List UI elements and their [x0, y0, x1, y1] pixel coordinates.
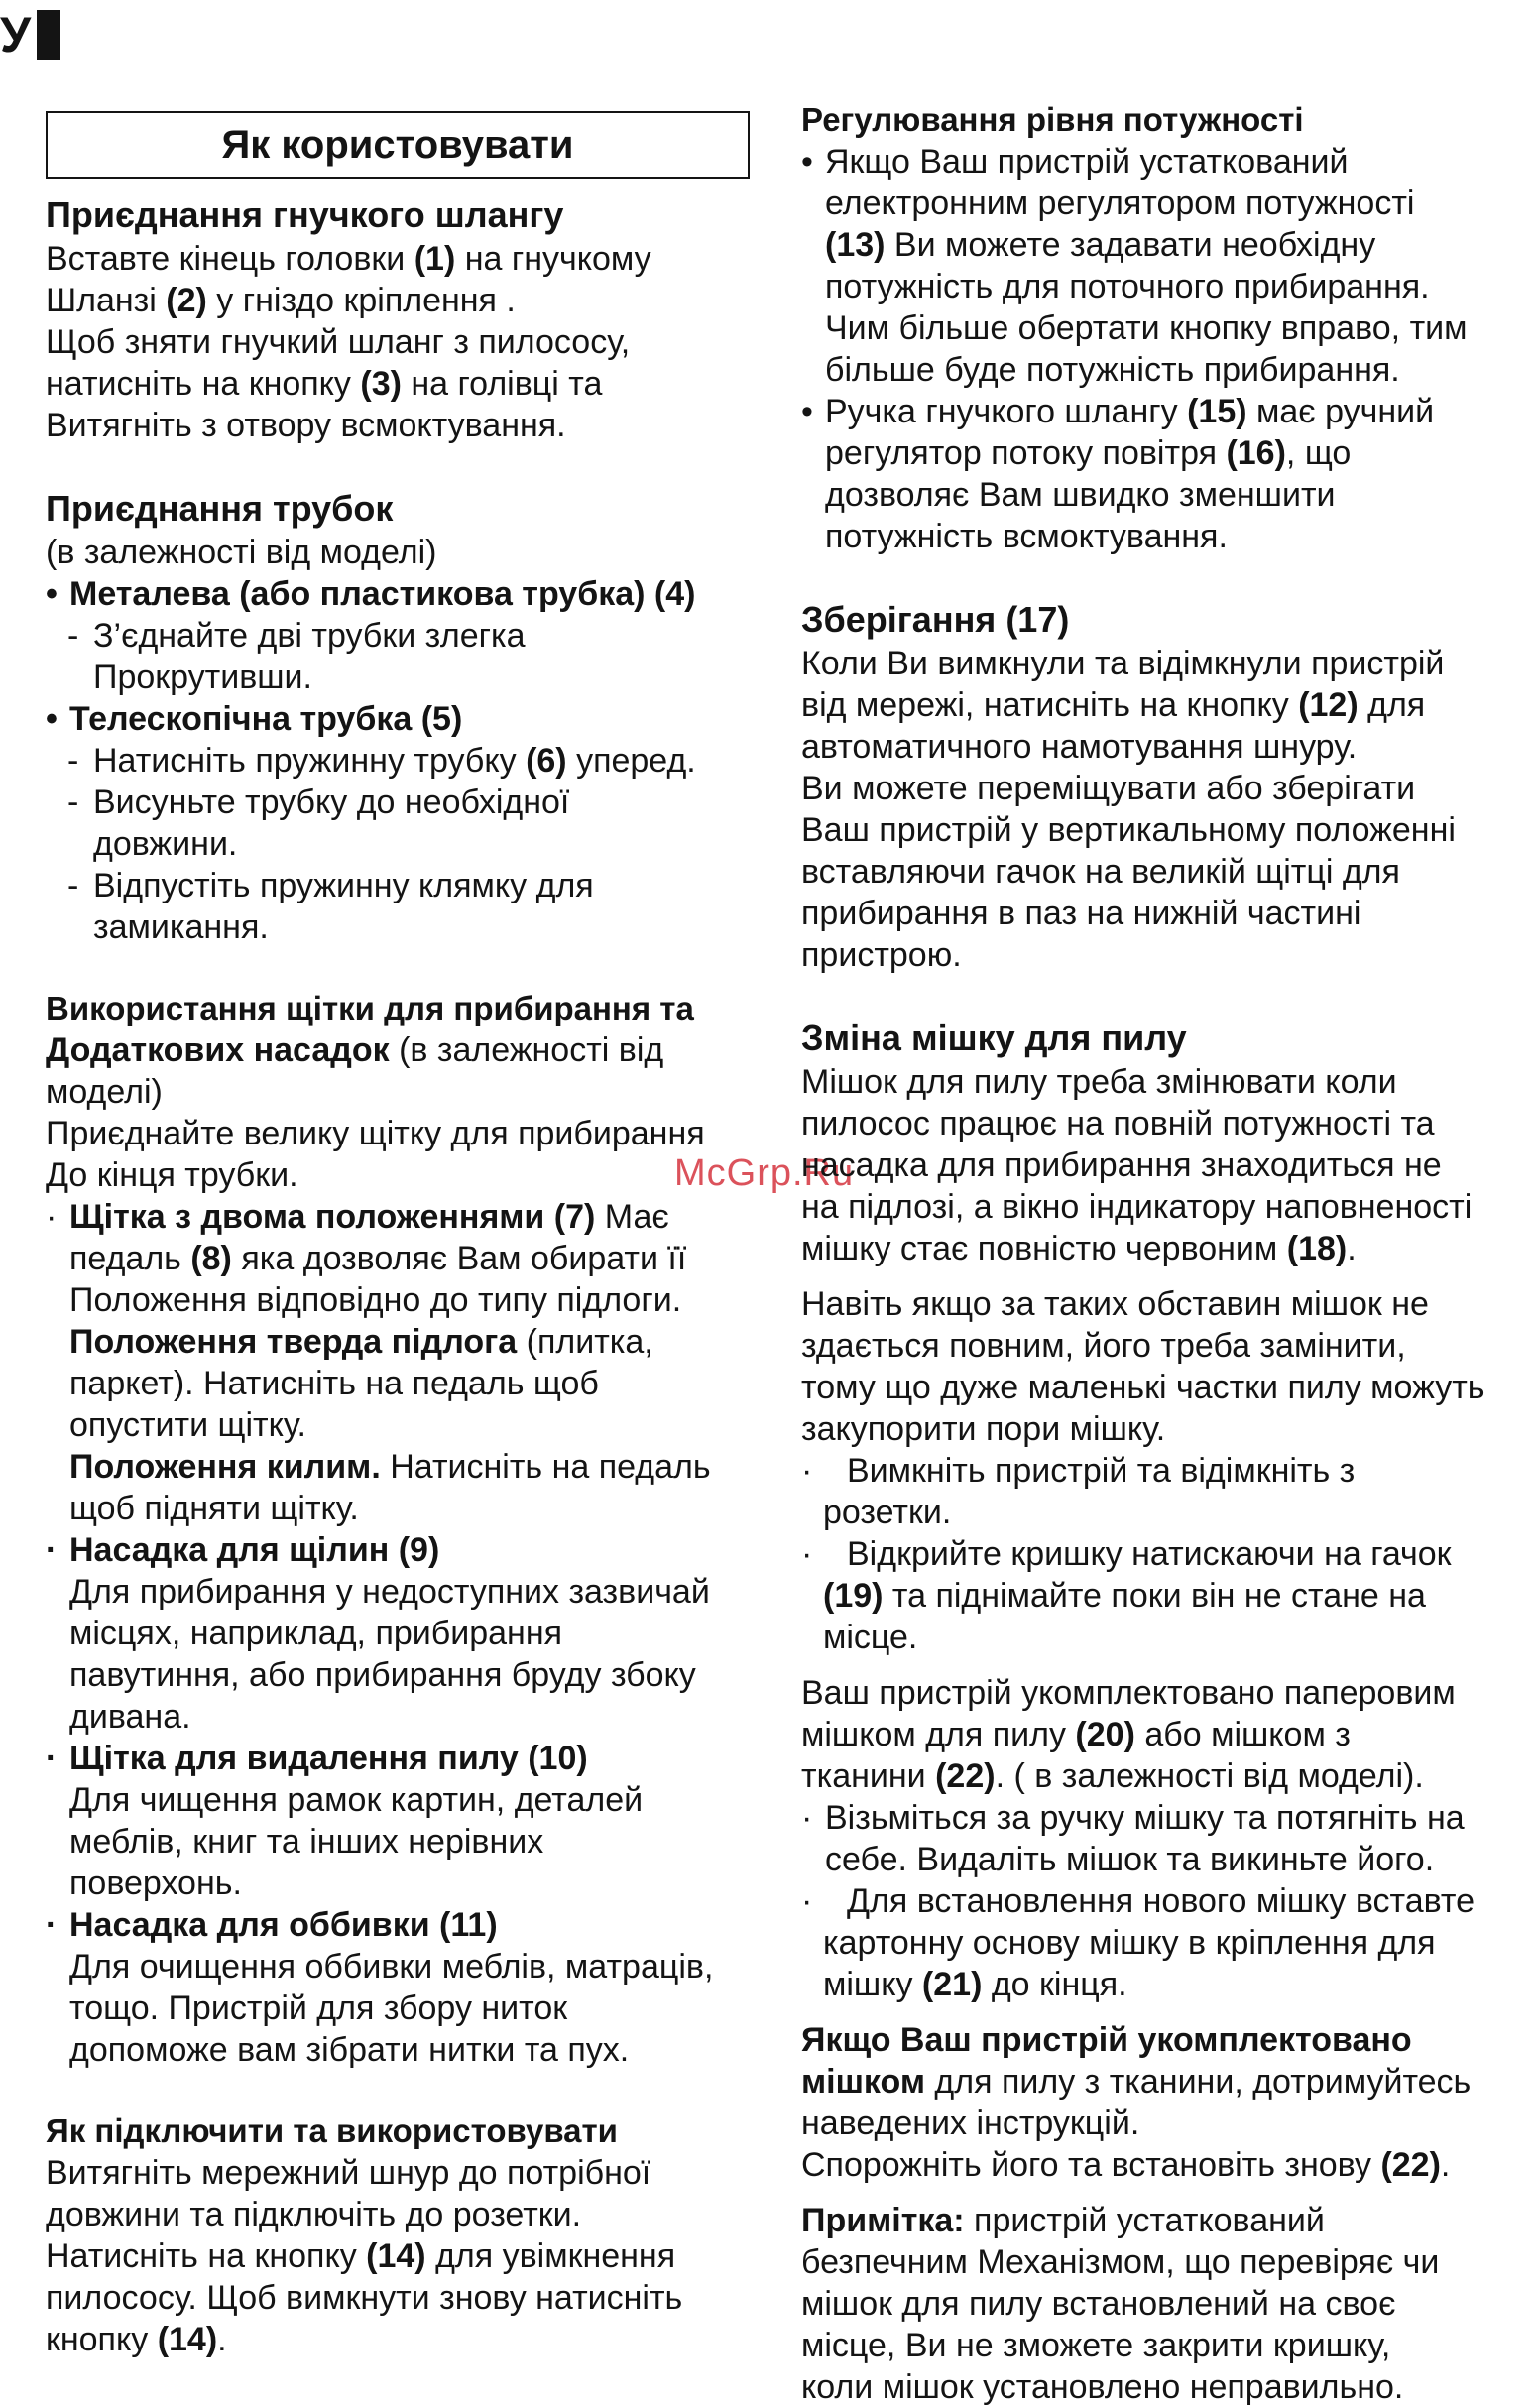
power-title: Регулювання рівня потужності [801, 101, 1304, 138]
bag-step-2-3: місце. [823, 1619, 918, 1656]
left-column [46, 99, 784, 2360]
upholstery-desc-1: Для очищення оббивки меблів, матраців, [69, 1948, 714, 1986]
upholstery-desc-2: тощо. Пристрій для збору ниток [69, 1989, 568, 2027]
bag-step-4: · Для встановлення нового мішку вставте [801, 1882, 1476, 1920]
section-bag [801, 1016, 1535, 2005]
crevice-desc-2: місцях, наприклад, прибирання [69, 1615, 563, 1652]
note-line-1: Примітка: пристрій устаткований [801, 2202, 1325, 2239]
brush-carpet: Положення килим. Натисніть на педаль [69, 1448, 711, 1486]
section-note [801, 2200, 1535, 2408]
bag-step-3: · Візьміться за ручку мішку та потягніть на [801, 1799, 1465, 1837]
power-bullet-1-3: (13) Ви можете задавати необхідну [825, 226, 1376, 264]
connect-line-5: кнопку (14). [46, 2321, 227, 2358]
section-tubes [46, 486, 784, 948]
power-bullet-1-2: електронним регулятором потужності [825, 184, 1415, 222]
hose-line-4: натисніть на кнопку (3) на голівці та [46, 365, 603, 403]
cloth-bag-line-3: наведених інструкцій. [801, 2105, 1140, 2142]
cloth-bag-line-2: мішком для пилу з тканини, дотримуйтесь [801, 2063, 1472, 2101]
bag-p3-3: тканини (22). ( в залежності від моделі). [801, 1757, 1424, 1795]
section-box-title [46, 111, 750, 179]
bag-line-2: пилосос працює на повній потужності та [801, 1105, 1435, 1143]
brush-two-position-3: Положення відповідно до типу підлоги. [69, 1281, 682, 1319]
right-column [801, 99, 1535, 2408]
bag-p2-1: Навіть якщо за таких обставин мішок не [801, 1285, 1429, 1323]
note-line-3: мішок для пилу встановлений на своє [801, 2285, 1396, 2323]
upholstery-desc-3: допоможе вам зібрати нитки та пух. [69, 2031, 630, 2069]
tubes-metal-step-cont: Прокрутивши. [93, 659, 312, 696]
brush-two-position: · Щітка з двома положеннями (7) Має [46, 1198, 669, 1236]
bag-line-5: мішку стає повністю червоним (18). [801, 1230, 1357, 1267]
crevice-tool: · Насадка для щілин (9) [46, 1531, 440, 1569]
cloth-bag-line-4: Спорожніть його та встановіть знову (22). [801, 2146, 1451, 2184]
storage-line-5: Ваш пристрій у вертикальному положенні [801, 811, 1456, 849]
watermark: McGrp.Ru [674, 1152, 855, 1194]
connect-line-4: пилососу. Щоб вимкнути знову натисніть [46, 2279, 683, 2317]
hose-line-3: Щоб зняти гнучкий шланг з пилососу, [46, 323, 631, 361]
bag-p3-1: Ваш пристрій укомплектовано паперовим [801, 1674, 1456, 1712]
section-connect [46, 2110, 784, 2360]
storage-line-7: прибирання в паз на нижній частині [801, 895, 1361, 932]
section-power [801, 99, 1535, 557]
brush-two-position-2: педаль (8) яка дозволяє Вам обирати її [69, 1240, 687, 1277]
section-brushes [46, 988, 784, 2071]
dusting-desc-2: меблів, книг та інших нерівних [69, 1823, 544, 1861]
hose-line-2: Шланзі (2) у гніздо кріплення . [46, 282, 516, 319]
bag-step-2: · Відкрийте кришку натискаючи на гачок [801, 1535, 1452, 1573]
bag-step-3-2: себе. Видаліть мішок та викиньте його. [825, 1841, 1435, 1878]
bag-step-1: · Вимкніть пристрій та відімкніть з [801, 1452, 1356, 1490]
tubes-telescopic-step-2: - Висуньте трубку до необхідної [67, 783, 570, 821]
storage-line-2: від мережі, натисніть на кнопку (12) для [801, 686, 1426, 724]
crevice-desc-3: павутиння, або прибирання бруду збоку [69, 1656, 696, 1694]
bag-line-3: насадка для прибирання знаходиться не [801, 1146, 1442, 1184]
section-storage [801, 597, 1535, 976]
brushes-p1: Приєднайте велику щітку для прибирання [46, 1115, 705, 1152]
brushes-title-1: Використання щітки для прибирання та [46, 990, 694, 1026]
language-bar [37, 10, 60, 60]
brush-hard-floor-3: опустити щітку. [69, 1406, 306, 1444]
power-bullet-2-3: дозволяє Вам швидко зменшити [825, 476, 1336, 514]
section-hose [46, 192, 784, 446]
crevice-desc-1: Для прибирання у недоступних зазвичай [69, 1573, 710, 1611]
tubes-bullet-metal: • Металева (або пластикова трубка) (4) [46, 575, 696, 613]
power-bullet-1-6: більше буде потужність прибирання. [825, 351, 1400, 389]
brushes-title-2: Додаткових насадок (в залежності від [46, 1031, 664, 1069]
hose-title: Приєднання гнучкого шлангу [46, 194, 564, 235]
note-line-2: безпечним Механізмом, що перевіряє чи [801, 2243, 1440, 2281]
dusting-brush: · Щітка для видалення пилу (10) [46, 1740, 588, 1777]
tubes-note: (в залежності від моделі) [46, 534, 437, 571]
upholstery-tool: · Насадка для оббивки (11) [46, 1906, 498, 1944]
brush-hard-floor: Положення тверда підлога (плитка, [69, 1323, 653, 1361]
bag-p2-2: здається повним, його треба замінити, [801, 1327, 1406, 1365]
tubes-telescopic-step-3-cont: замикання. [93, 908, 269, 946]
brush-carpet-2: щоб підняти щітку. [69, 1490, 359, 1527]
tubes-telescopic-step-3: - Відпустіть пружинну клямку для [67, 867, 594, 904]
bag-title: Зміна мішку для пилу [801, 1018, 1187, 1058]
storage-line-1: Коли Ви вимкнули та відімкнули пристрій [801, 645, 1445, 682]
connect-line-2: довжини та підключіть до розетки. [46, 2196, 582, 2233]
cloth-bag-line-1: Якщо Ваш пристрій укомплектовано [801, 2021, 1412, 2059]
crevice-desc-4: дивана. [69, 1698, 191, 1736]
power-bullet-1: • Якщо Ваш пристрій устаткований [801, 143, 1349, 181]
brushes-p2: До кінця трубки. [46, 1156, 298, 1194]
language-marker [0, 7, 60, 62]
power-bullet-1-5: Чим більше обертати кнопку вправо, тим [825, 309, 1468, 347]
connect-line-3: Натисніть на кнопку (14) для увімкнення [46, 2237, 676, 2275]
brushes-title-3: моделі) [46, 1073, 163, 1111]
note-line-5: коли мішок установлено неправильно. [801, 2368, 1404, 2406]
storage-line-3: автоматичного намотування шнуру. [801, 728, 1358, 766]
power-bullet-2-2: регулятор потоку повітря (16), що [825, 434, 1352, 472]
language-letter: У [0, 7, 32, 62]
bag-step-2-2: (19) та піднімайте поки він не стане на [823, 1577, 1426, 1615]
storage-line-6: вставляючи гачок на великій щітці для [801, 853, 1400, 891]
bag-line-1: Мішок для пилу треба змінювати коли [801, 1063, 1397, 1101]
connect-title: Як підключити та використовувати [46, 2112, 618, 2149]
bag-p2-4: закупорити пори мішку. [801, 1410, 1166, 1448]
dusting-desc-1: Для чищення рамок картин, деталей [69, 1781, 644, 1819]
bag-step-1-2: розетки. [823, 1494, 952, 1531]
bag-step-4-3: мішку (21) до кінця. [823, 1966, 1127, 2003]
storage-line-8: пристрою. [801, 936, 962, 974]
hose-line-5: Витягніть з отвору всмоктування. [46, 407, 566, 444]
tubes-telescopic-step-1: - Натисніть пружинну трубку (6) уперед. [67, 742, 696, 780]
section-cloth-bag [801, 2019, 1535, 2186]
brush-hard-floor-2: паркет). Натисніть на педаль щоб [69, 1365, 599, 1402]
tubes-bullet-telescopic: • Телескопічна трубка (5) [46, 700, 463, 738]
power-bullet-2-4: потужність всмоктування. [825, 518, 1228, 555]
bag-p3-2: мішком для пилу (20) або мішком з [801, 1716, 1351, 1753]
storage-title: Зберігання (17) [801, 599, 1070, 640]
tubes-title: Приєднання трубок [46, 488, 394, 529]
bag-line-4: на підлозі, а вікно індикатору наповненості [801, 1188, 1473, 1226]
bag-p2-3: тому що дуже маленькі частки пилу можуть [801, 1369, 1485, 1406]
power-bullet-2: • Ручка гнучкого шлангу (15) має ручний [801, 393, 1435, 430]
connect-line-1: Витягніть мережний шнур до потрібної [46, 2154, 651, 2192]
hose-line-1: Вставте кінець головки (1) на гнучкому [46, 240, 651, 278]
tubes-metal-step: - З’єднайте дві трубки злегка [67, 617, 526, 655]
dusting-desc-3: поверхонь. [69, 1865, 242, 1902]
tubes-telescopic-step-2-cont: довжини. [93, 825, 238, 863]
storage-line-4: Ви можете переміщувати або зберігати [801, 770, 1416, 807]
box-title-text: Як користовувати [221, 123, 574, 167]
note-line-4: місце, Ви не зможете закрити кришку, [801, 2327, 1391, 2364]
power-bullet-1-4: потужність для поточного прибирання. [825, 268, 1430, 305]
bag-step-4-2: картонну основу мішку в кріплення для [823, 1924, 1436, 1962]
